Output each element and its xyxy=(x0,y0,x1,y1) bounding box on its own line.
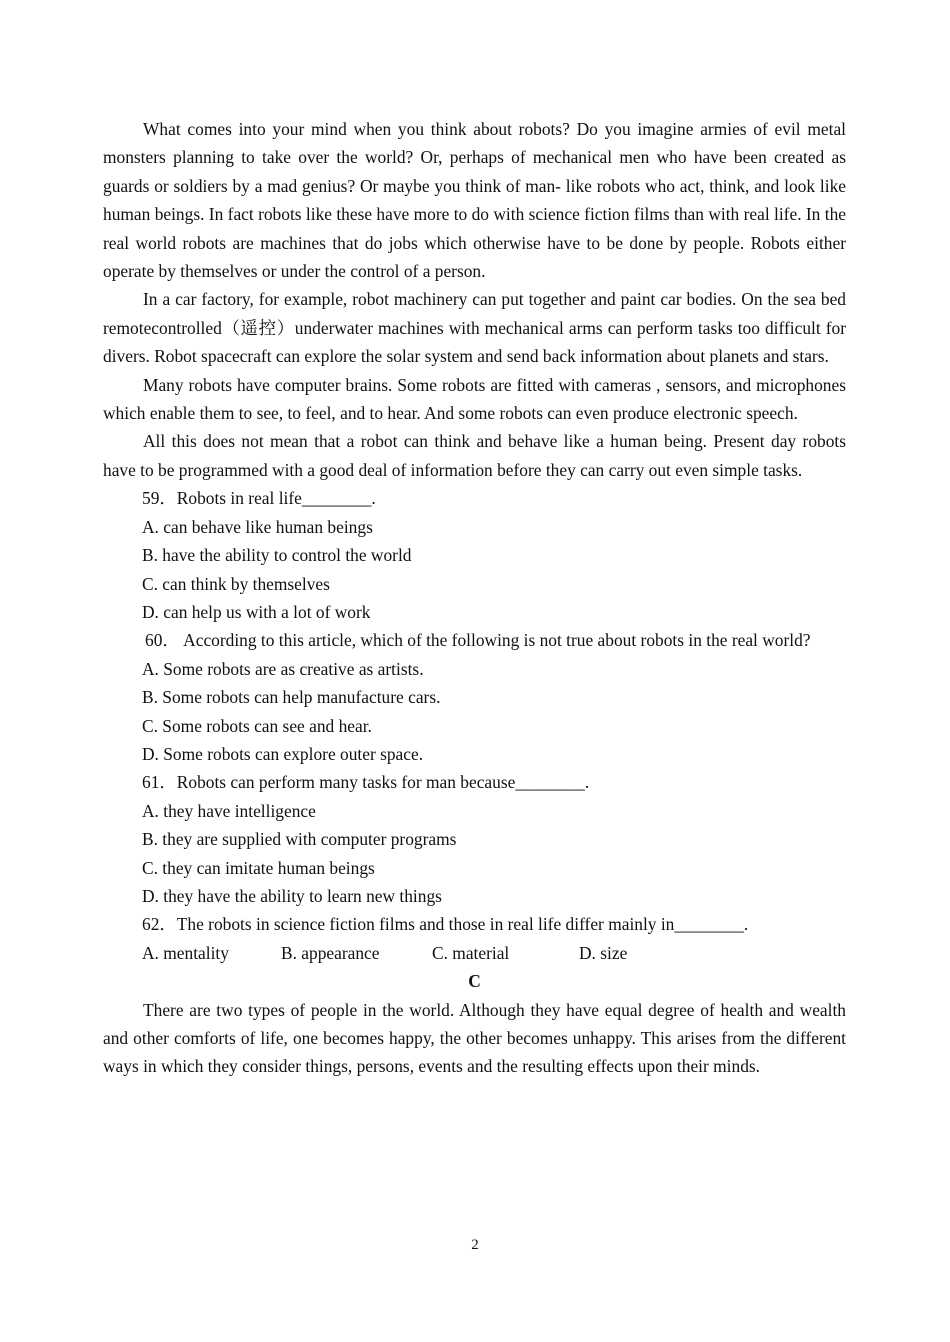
question-61-stem: 61．Robots can perform many tasks for man because________. xyxy=(142,772,590,793)
passage-paragraph: Many robots have computer brains. Some robots are fitted with cameras , sensors, and microphones which enable them to see, to feel, and to hear. And some robots can even produce electronic speech. xyxy=(103,374,846,424)
passage-paragraph: What comes into your mind when you think about robots? Do you imagine armies of evil metal monsters planning to take over the world? Or, perhaps of mechanical men who have been created as guards or soldiers by a mad genius? Or maybe you think of man- like robots who act, think, and look like human beings. In fact robots like these have more to do with science fiction films than with real life. In the real world robots are machines that do jobs which otherwise have to be done by people. Robots either operate by themselves or under the control of a person. xyxy=(103,119,846,282)
question-61-option-b: B. they are supplied with computer programs xyxy=(142,829,457,850)
passage-paragraph: There are two types of people in the world. Although they have equal degree of health and wealth and other comforts of life, one becomes happy, the other becomes unhappy. This arises from the different ways in which they consider things, persons, events and the resulting effects upon their minds. xyxy=(103,999,846,1077)
question-61-option-d: D. they have the ability to learn new things xyxy=(142,885,442,906)
question-62-option-d: D. size xyxy=(579,942,628,963)
question-60-stem: 60． According to this article, which of the following is not true about robots in the real world? xyxy=(145,630,811,651)
section-heading: C xyxy=(468,971,481,992)
question-62-option-a: A. mentality xyxy=(142,942,229,963)
question-61-option-a: A. they have intelligence xyxy=(142,800,316,821)
page-number: 2 xyxy=(471,1237,479,1253)
question-62-option-b: B. appearance xyxy=(281,942,380,963)
question-59-option-c: C. can think by themselves xyxy=(142,573,330,594)
question-59-stem: 59．Robots in real life________. xyxy=(142,488,376,509)
question-62-stem: 62．The robots in science fiction films and those in real life differ mainly in________. xyxy=(142,914,749,935)
passage-paragraph: In a car factory, for example, robot machinery can put together and paint car bodies. On the sea bed remotecontrolled（遥控）underwater machines with mechanical arms can perform tasks too difficult for divers. Robot spacecraft can explore the solar system and send back information about planets and stars. xyxy=(103,289,846,367)
question-59-option-a: A. can behave like human beings xyxy=(142,516,373,537)
question-60-option-d: D. Some robots can explore outer space. xyxy=(142,743,424,764)
question-59-option-b: B. have the ability to control the world xyxy=(142,545,412,566)
question-59-option-d: D. can help us with a lot of work xyxy=(142,601,371,622)
question-60-option-b: B. Some robots can help manufacture cars. xyxy=(142,687,441,708)
question-60-option-c: C. Some robots can see and hear. xyxy=(142,715,372,736)
page-content xyxy=(103,115,846,1081)
question-62-options xyxy=(142,939,846,967)
passage-paragraph: All this does not mean that a robot can think and behave like a human being. Present day robots have to be programmed with a good deal of information before they can carry out even simple tasks. xyxy=(103,431,846,480)
question-62-option-c: C. material xyxy=(432,942,510,963)
question-60-option-a: A. Some robots are as creative as artists. xyxy=(142,658,424,679)
question-61-option-c: C. they can imitate human beings xyxy=(142,857,375,878)
